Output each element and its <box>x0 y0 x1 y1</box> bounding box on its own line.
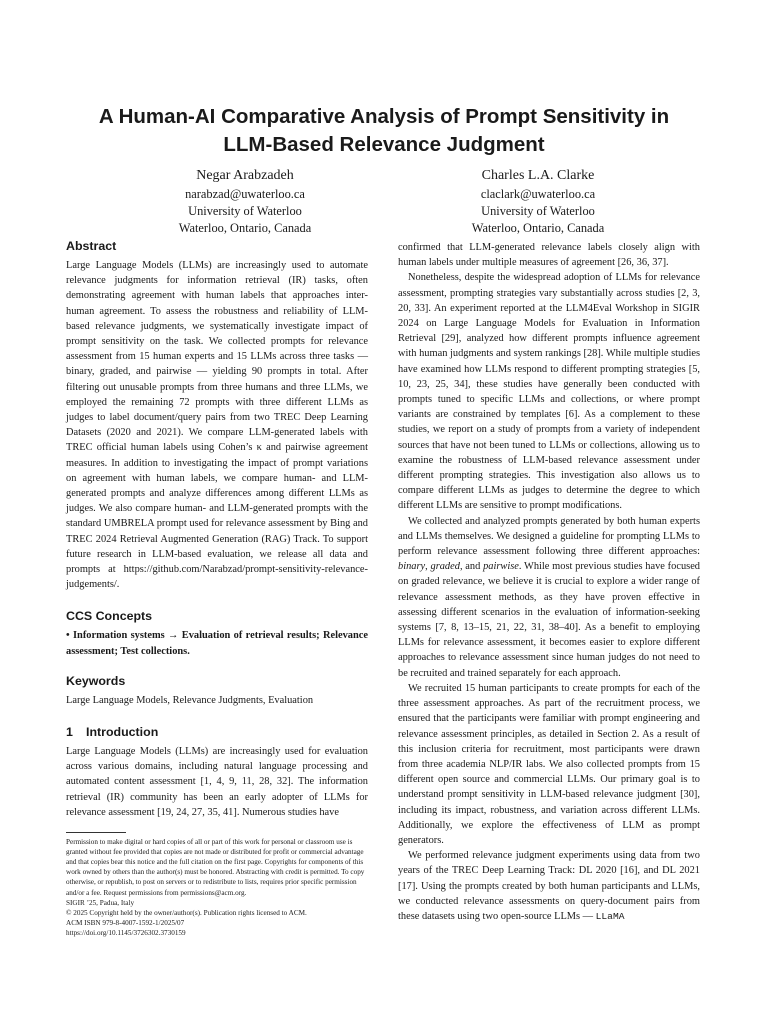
keywords-text: Large Language Models, Relevance Judgments, Evaluation <box>66 694 314 706</box>
body-paragraph <box>398 514 700 681</box>
doi-line: https://doi.org/10.1145/3726302.3730159 <box>66 928 186 937</box>
paragraph-text: , <box>425 561 431 573</box>
paragraph-text: We collected and analyzed prompts generated by both human experts and LLMs themselves. We designed a guideline for prompting LLMs to perform relevance assessment following three different approaches: <box>398 515 700 558</box>
section-title: Introduction <box>86 725 159 740</box>
section-number: 1 <box>66 725 73 740</box>
permission-notice: Permission to make digital or hard copies of all or part of this work for personal or classroom use is granted without fee provided that copies are not made or distributed for profit or commercial advantage and that copies bear this notice and the full citation on the first page. Copyrights for components of this work owned by others than the author(s) must be honored. Abstracting with credit is permitted. To copy otherwise, or republish, to post on servers or to redistribute to lists, requires prior specific permission and/or a fee. Request permissions from permissions@acm.org. <box>66 838 365 897</box>
ccs-heading: CCS Concepts <box>66 609 153 624</box>
footnote-block <box>66 832 368 938</box>
title-line-2: LLM-Based Relevance Judgment <box>223 133 545 156</box>
ccs-concepts: • Information systems → Evaluation of retrieval results; Relevance assessment; Test collections. <box>66 630 368 657</box>
author-name: Charles L.A. Clarke <box>481 168 595 183</box>
isbn-line: ACM ISBN 979-8-4007-1592-1/2025/07 <box>66 918 185 927</box>
introduction-heading <box>66 724 368 740</box>
abstract-text: Large Language Models (LLMs) are increasingly used to automate relevance judgments for information retrieval (IR) tasks, often demonstrating agreement with human labels that approaches inter-human agreement. To assess the robustness and reliability of LLM-based relevance judgments, we systematically investigate impact of prompt sensitivity on the task. We collected prompts for relevance assessment from 15 human experts and 15 LLMs across three tasks — binary, graded, and pairwise — yielding 90 prompts in total. After filtering out unusable prompts from three humans and three LLMs, we employed the remaining 72 prompts with three different LLMs as judges to label document/query pairs from two TREC Deep Learning Datasets (2020 and 2021). We compare LLM-generated labels with TREC official human labels using Cohen’s κ and pairwise agreement measures. In addition to investigating the impact of prompt variations on agreement with human labels, we compare human- and LLM-generated prompts and analyze differences among different LLMs as judges. We also compare human- and LLM-generated prompts with the standard UMBRELA prompt used for relevance assessment by Bing and TREC 2024 Retrieval Augmented Generation (RAG) Track. To support future research in LLM-based evaluation, we release all data and prompts at https://github.com/Narabzad/prompt-sensitivity-relevance-judgements/. <box>66 260 368 591</box>
keywords-heading: Keywords <box>66 673 126 688</box>
body-paragraph: confirmed that LLM-generated relevance labels closely align with human labels under multiple measures of agreement [26, 36, 37]. <box>398 242 700 269</box>
author-name: Negar Arabzadeh <box>196 168 294 183</box>
footnote-rule <box>66 832 126 833</box>
body-paragraph: We recruited 15 human participants to create prompts for each of the three assessment approaches. As part of the recruitment process, we ensured that the participants were familiar with prompt engineering and relevance assessment principles, as detailed in Section 2. As a result of this inclusion criteria for recruitment, most participants were drawn from three academia NLP/IR labs. We also collected prompts from 15 different open source and commercial LLMs. Our primary goal is to understand prompt sensitivity in LLM-based relevance judgment [30], including its impact, robustness, and variation across different LLMs. Additionally, we explore the effectiveness of LLM as prompt generators. <box>398 682 700 846</box>
right-column <box>398 240 700 924</box>
author-affiliation: University of Waterloo <box>188 204 302 218</box>
author-email: claclark@uwaterloo.ca <box>480 187 596 201</box>
intro-paragraph: Large Language Models (LLMs) are increasingly used for evaluation across various domains, including natural language processing and automated content assessment [1, 4, 9, 11, 28, 32]. The information retrieval (IR) community has been an early adopter of LLMs for relevance assessment [19, 24, 27, 35, 41]. Numerous studies have <box>66 746 368 818</box>
left-column <box>66 238 368 938</box>
emphasis-graded: graded <box>430 561 460 573</box>
body-paragraph <box>398 848 700 924</box>
paragraph-text: . While most previous studies have focused on graded relevance, we believe it is crucial to explore a wider range of relevance assessment methods, as they have proven effective in assessing different scenarios in the evaluation of information-seeking systems [7, 8, 13–15, 21, 22, 31, 38–40]. As a benefit to employing LLMs for relevance assessment, it becomes easier to explore different approaches to relevance assessment since human judges do not need to be recruited and trained separately for each approach. <box>398 561 700 679</box>
abstract-heading: Abstract <box>66 239 117 253</box>
emphasis-pairwise: pairwise <box>483 561 519 573</box>
author-block-1 <box>105 166 385 237</box>
body-paragraph: Nonetheless, despite the widespread adoption of LLMs for relevance assessment, prompting strategies vary substantially across studies [2, 3, 20, 33]. An experiment reported at the LLM4Eval Workshop in SIGIR 2024 on Large Language Models for Evaluation in Information Retrieval [29], analyzed how different prompts influence agreement with human judgments and system rankings [28]. While multiple studies have examined how LLMs respond to different prompting strategies [5, 10, 23, 25, 34], these studies have generally been conducted with prompts tuned to specific LLMs and collections, or where prompt variants are constrained by templates [6]. As a complement to these studies, we report on a study of prompts from a variety of independent sources that have not been tuned to LLMs or collections, allowing us to examine the robustness of LLM-based relevance assessment under different prompting strategies. This investigation also allows us to compare different LLMs as judges to determine the degree to which different LLMs are sensitive to prompt modifications. <box>398 272 700 512</box>
author-block-2 <box>398 166 678 237</box>
title-line-1: A Human-AI Comparative Analysis of Prompt Sensitivity in <box>98 105 670 128</box>
venue-line: SIGIR ’25, Padua, Italy <box>66 898 135 907</box>
model-name: LLaMA <box>595 910 625 922</box>
paragraph-text: We performed relevance judgment experiments using data from two years of the TREC Deep Learning Track: DL 2020 [16], and DL 2021 [17]. Using the prompts created by both human participants and LLMs, we conducted relevance assessments on query-document pairs from these datasets using two open-source LLMs — <box>398 850 700 922</box>
paper-title <box>40 103 728 159</box>
author-affiliation: University of Waterloo <box>481 204 595 218</box>
paragraph-text: , and <box>459 561 484 573</box>
emphasis-binary: binary <box>398 561 426 573</box>
copyright-line: © 2025 Copyright held by the owner/author(s). Publication rights licensed to ACM. <box>66 908 307 917</box>
author-location: Waterloo, Ontario, Canada <box>178 221 312 235</box>
author-email: narabzad@uwaterloo.ca <box>185 187 305 201</box>
author-location: Waterloo, Ontario, Canada <box>471 221 605 235</box>
